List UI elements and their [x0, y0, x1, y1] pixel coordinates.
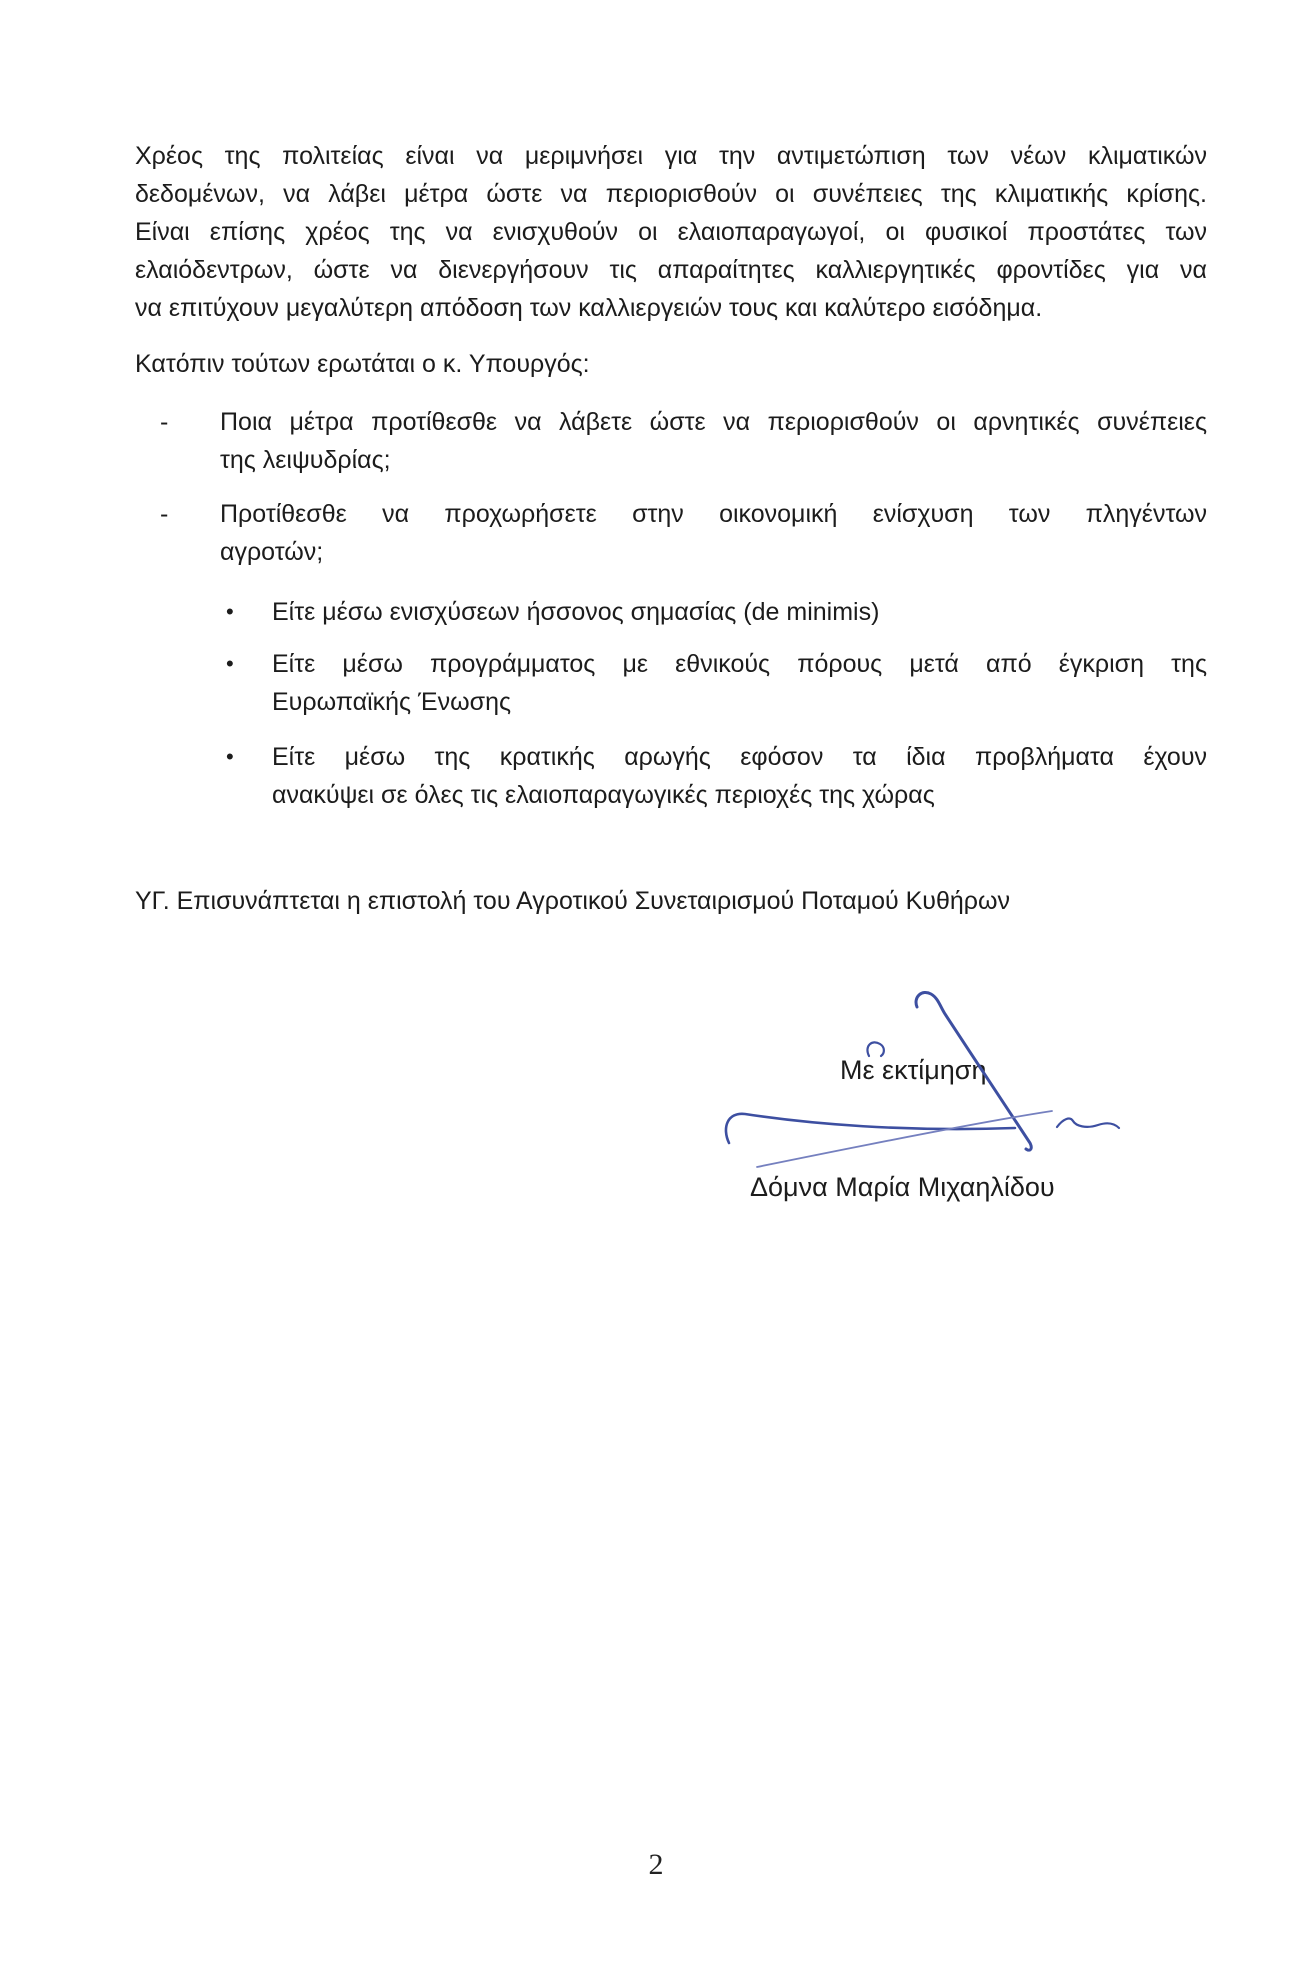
signature-stroke-squiggle: [1057, 1119, 1119, 1128]
bullet-item-3-line: Είτε μέσω της κρατικής αρωγής εφόσον τα ίδια προβλήματα έχουν: [272, 743, 1207, 771]
question-intro-line: Κατόπιν τούτων ερωτάται ο κ. Υπουργός:: [135, 350, 590, 378]
intro-paragraph: [135, 137, 1207, 327]
bullet-item-1-line: Είτε μέσω ενισχύσεων ήσσονος σημασίας (de minimis): [272, 598, 880, 626]
dash-item-2-line: αγροτών;: [220, 538, 324, 566]
dash-item-2: [160, 495, 1207, 571]
bullet-item-2-line: Είτε μέσω προγράμματος με εθνικούς πόρους μετά από έγκριση της: [272, 650, 1207, 678]
intro-paragraph-line: να επιτύχουν μεγαλύτερη απόδοση των καλλιεργειών τους και καλύτερο εισόδημα.: [135, 294, 1043, 322]
signature-stroke-flourish: [726, 1114, 1015, 1143]
bullet-item-2-line: Ευρωπαϊκής Ένωσης: [272, 688, 512, 716]
intro-paragraph-line: δεδομένων, να λάβει μέτρα ώστε να περιορισθούν οι συνέπειες της κλιματικής κρίσης.: [135, 180, 1207, 208]
bullet-icon: •: [226, 651, 234, 676]
bullet-icon: •: [226, 599, 234, 624]
postscript: [135, 882, 1207, 920]
question-intro: [135, 345, 1207, 383]
bullet-item-3: [226, 738, 1207, 814]
dash-item-1-line: της λειψυδρίας;: [220, 446, 391, 474]
dash-item-1-line: Ποια μέτρα προτίθεσθε να λάβετε ώστε να περιορισθούν οι αρνητικές συνέπειες: [220, 408, 1207, 436]
bullet-item-2: [226, 645, 1207, 721]
dash-item-1: [160, 403, 1207, 479]
dash-marker: -: [160, 500, 169, 528]
postscript-line: ΥΓ. Επισυνάπτεται η επιστολή του Αγροτικού Συνεταιρισμού Ποταμού Κυθήρων: [135, 887, 1011, 915]
bullet-icon: •: [226, 744, 234, 769]
intro-paragraph-line: Χρέος της πολιτείας είναι να μεριμνήσει για την αντιμετώπιση των νέων κλιματικών: [135, 142, 1207, 170]
intro-paragraph-line: Είναι επίσης χρέος της να ενισχυθούν οι ελαιοπαραγωγοί, οι φυσικοί προστάτες των: [135, 218, 1207, 246]
intro-paragraph-line: ελαιόδεντρων, ώστε να διενεργήσουν τις απαραίτητες καλλιεργητικές φροντίδες για να: [135, 256, 1207, 284]
closing-salutation: Με εκτίμηση: [840, 1055, 987, 1085]
bullet-item-1: [226, 593, 1207, 631]
bullet-item-3-line: ανακύψει σε όλες τις ελαιοπαραγωγικές περιοχές της χώρας: [272, 781, 935, 809]
page-number: 2: [648, 1848, 664, 1881]
signature-stroke-crossline: [757, 1111, 1052, 1167]
signer-name: Δόμνα Μαρία Μιχαηλίδου: [750, 1172, 1055, 1202]
dash-item-2-line: Προτίθεσθε να προχωρήσετε στην οικονομική ενίσχυση των πληγέντων: [220, 500, 1207, 528]
dash-marker: -: [160, 408, 169, 436]
